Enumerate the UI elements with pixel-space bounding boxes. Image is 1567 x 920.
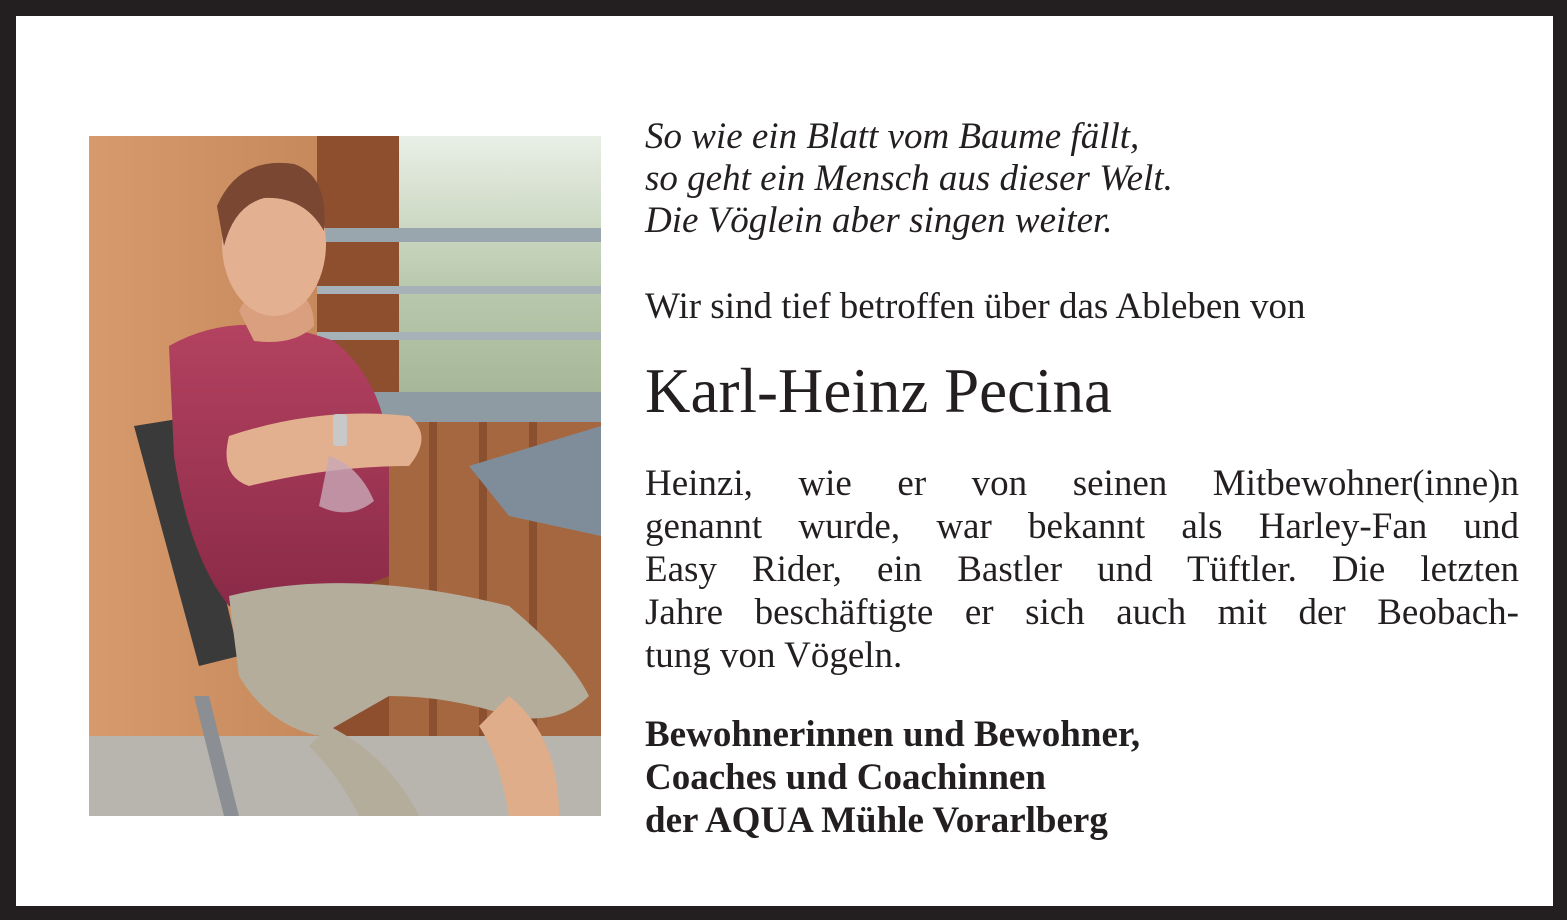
portrait-photo: [89, 136, 601, 816]
signature-block: [645, 713, 1140, 842]
poem-line: Die Vöglein aber singen weiter.: [645, 200, 1113, 241]
poem-line: so geht ein Mensch aus dieser Welt.: [645, 158, 1173, 199]
signature-line: Coaches und Coachinnen: [645, 757, 1046, 798]
portrait-photo-illustration: [89, 136, 601, 816]
poem-line: So wie ein Blatt vom Baume fällt,: [645, 116, 1140, 157]
intro-sentence: Wir sind tief betroffen über das Ableben von: [645, 286, 1306, 327]
deceased-name: Karl-Heinz Pecina: [645, 356, 1113, 426]
biography-line: Easy Rider, ein Bastler und Tüftler. Die letzten: [645, 549, 1519, 590]
signature-line: der AQUA Mühle Vorarlberg: [645, 800, 1108, 841]
biography-line: genannt wurde, war bekannt als Harley-Fan und: [645, 506, 1519, 547]
biography-line: Heinzi, wie er von seinen Mitbewohner(inne)n: [645, 463, 1519, 504]
notice-text: [645, 116, 1519, 841]
biography-line: Jahre beschäftigte er sich auch mit der Beobach-: [645, 592, 1519, 633]
biography-paragraph: [645, 462, 1519, 677]
biography-line: tung von Vögeln.: [645, 635, 903, 676]
signature-line: Bewohnerinnen und Bewohner,: [645, 714, 1141, 755]
memorial-poem: [645, 116, 1519, 242]
